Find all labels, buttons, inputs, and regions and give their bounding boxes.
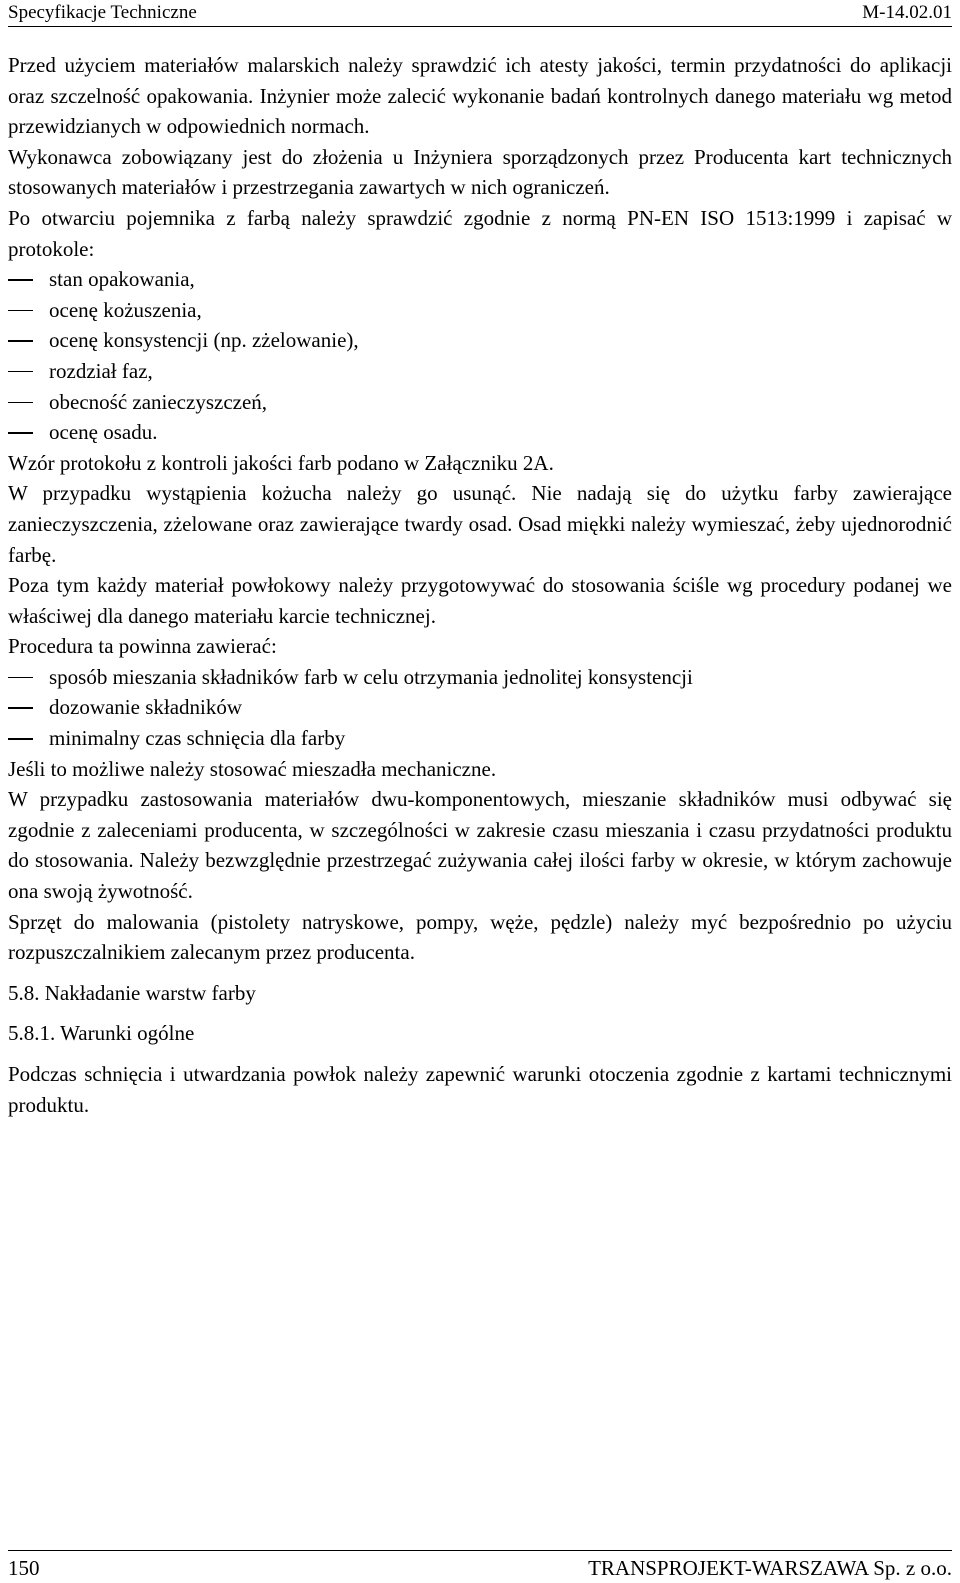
document-body bbox=[8, 50, 952, 1120]
paragraph-mechanical-mixers: Jeśli to możliwe należy stosować mieszadła mechaniczne. bbox=[8, 756, 497, 781]
page-header bbox=[8, 0, 952, 27]
paragraph-protocol-template: Wzór protokołu z kontroli jakości farb podano w Załączniku 2A. bbox=[8, 450, 554, 475]
list-item: stan opakowania, bbox=[8, 264, 952, 295]
paragraph-container-inspection: Po otwarciu pojemnika z farbą należy sprawdzić zgodnie z normą PN-EN ISO 1513:1999 i zapisać w protokole: bbox=[8, 205, 952, 261]
paragraph-skin-removal: W przypadku wystąpienia kożucha należy go usunąć. Nie nadają się do użytku farby zawierające zanieczyszczenia, zżelowane oraz zawierające twardy osad. Osad miękki należy wymieszać, żeby ujednorodnić farbę. bbox=[8, 481, 952, 567]
paragraph-procedure-intro: Procedura ta powinna zawierać: bbox=[8, 634, 277, 659]
footer-company: TRANSPROJEKT-WARSZAWA Sp. z o.o. bbox=[588, 1556, 952, 1580]
page-footer bbox=[8, 1550, 952, 1583]
paragraph-preparation: Poza tym każdy materiał powłokowy należy przygotowywać do stosowania ściśle wg procedury podanej we właściwej dla danego materiału karcie technicznej. bbox=[8, 573, 952, 628]
list-item: sposób mieszania składników farb w celu otrzymania jednolitej konsystencji bbox=[8, 662, 952, 693]
section-heading-5-8-1: 5.8.1. Warunki ogólne bbox=[8, 1021, 195, 1046]
procedure-list bbox=[8, 662, 952, 754]
paragraph-drying-conditions: Podczas schnięcia i utwardzania powłok należy zapewnić warunki otoczenia zgodnie z kartami technicznymi produktu. bbox=[8, 1062, 952, 1117]
list-item: ocenę osadu. bbox=[8, 417, 952, 448]
list-item: minimalny czas schnięcia dla farby bbox=[8, 723, 952, 754]
page-number: 150 bbox=[8, 1556, 40, 1580]
header-title: Specyfikacje Techniczne bbox=[8, 2, 197, 23]
list-item: ocenę kożuszenia, bbox=[8, 295, 952, 326]
inspection-list bbox=[8, 264, 952, 448]
list-item: ocenę konsystencji (np. zżelowanie), bbox=[8, 325, 952, 356]
paragraph-technical-sheets: Wykonawca zobowiązany jest do złożenia u Inżyniera sporządzonych przez Producenta kart technicznych stosowanych materiałów i przestrzegania zawartych w nich ograniczeń. bbox=[8, 144, 952, 200]
header-document-code: M-14.02.01 bbox=[862, 2, 952, 23]
paragraph-material-check: Przed użyciem materiałów malarskich należy sprawdzić ich atesty jakości, termin przydatności do aplikacji oraz szczelność opakowania. Inżynier może zalecić wykonanie badań kontrolnych danego materiału wg metod przewidzianych w odpowiednich normach. bbox=[8, 53, 952, 139]
section-heading-5-8: 5.8. Nakładanie warstw farby bbox=[8, 980, 256, 1005]
list-item: rozdział faz, bbox=[8, 356, 952, 387]
list-item: obecność zanieczyszczeń, bbox=[8, 387, 952, 418]
paragraph-equipment-cleaning: Sprzęt do malowania (pistolety natryskowe, pompy, węże, pędzle) należy myć bezpośrednio po użyciu rozpuszczalnikiem zalecanym przez producenta. bbox=[8, 909, 952, 965]
paragraph-two-component: W przypadku zastosowania materiałów dwu-komponentowych, mieszanie składników musi odbywać się zgodnie z zaleceniami producenta, w szczególności w zakresie czasu mieszania i czasu przydatności produktu do stosowania. Należy bezwzględnie przestrzegać zużywania całej ilości farby w okresie, w którym zachowuje ona swoją żywotność. bbox=[8, 787, 952, 904]
list-item: dozowanie składników bbox=[8, 692, 952, 723]
